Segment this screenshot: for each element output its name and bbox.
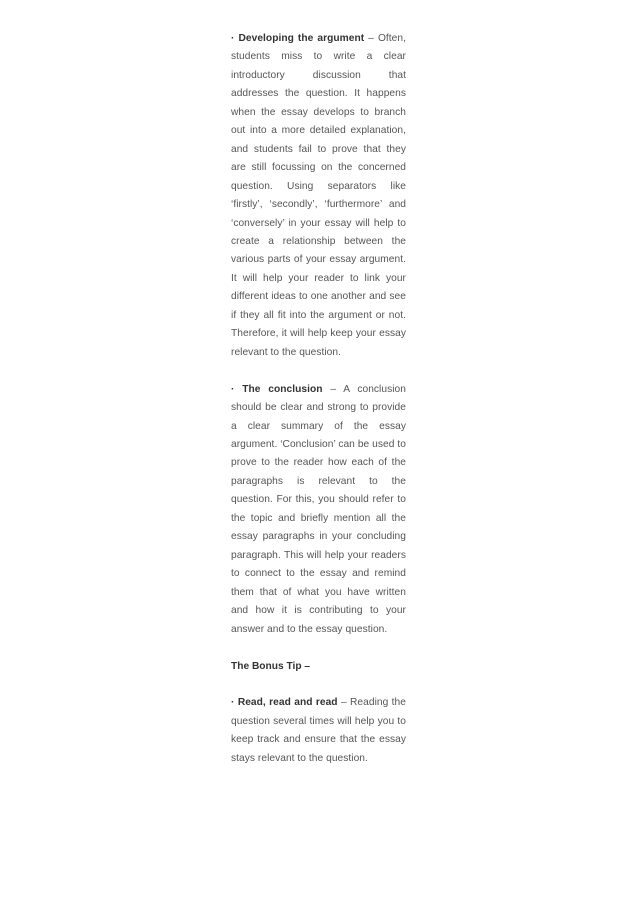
document-column bbox=[231, 30, 406, 768]
paragraph-spacer bbox=[231, 362, 406, 381]
paragraph-developing-argument bbox=[231, 30, 406, 362]
paragraph-title: The conclusion bbox=[242, 383, 323, 395]
paragraph-body: – Reading the question several times will help you to keep track and ensure that the essay stays relevant to the question. bbox=[231, 697, 406, 764]
bullet: · bbox=[231, 383, 235, 395]
paragraph-conclusion bbox=[231, 381, 406, 639]
paragraph-read bbox=[231, 694, 406, 768]
bullet: · bbox=[231, 697, 235, 709]
paragraph-title: Developing the argument bbox=[238, 33, 365, 44]
paragraph-body: – Often, students miss to write a clear introductory discussion that addresses the question. It happens when the essay develops to branch out into a more detailed explanation, and students fail to prove that they are still focussing on the concerned question. Using separators like ‘firstly’, ‘secondly’, ‘furthermore’ and ‘conversely’ in your essay will help to create a relationship between the various parts of your essay argument. It will help your reader to link your different ideas to one another and see if they all fit into the argument or not. Therefore, it will help keep your essay relevant to the question. bbox=[231, 33, 406, 358]
paragraph-spacer bbox=[231, 676, 406, 695]
paragraph-spacer bbox=[231, 639, 406, 658]
paragraph-title: Read, read and read bbox=[237, 697, 338, 709]
paragraph-body: – A conclusion should be clear and strong to provide a clear summary of the essay argument. ‘Conclusion’ can be used to prove to the reader how each of the paragraphs is relevant to the question. For this, you should refer to the topic and briefly mention all the essay paragraphs in your concluding paragraph. This will help your readers to connect to the essay and remind them that of what you have written and how it is contributing to your answer and to the essay question. bbox=[231, 383, 406, 635]
bonus-tip-heading: The Bonus Tip – bbox=[231, 660, 311, 672]
bullet: · bbox=[231, 33, 235, 44]
